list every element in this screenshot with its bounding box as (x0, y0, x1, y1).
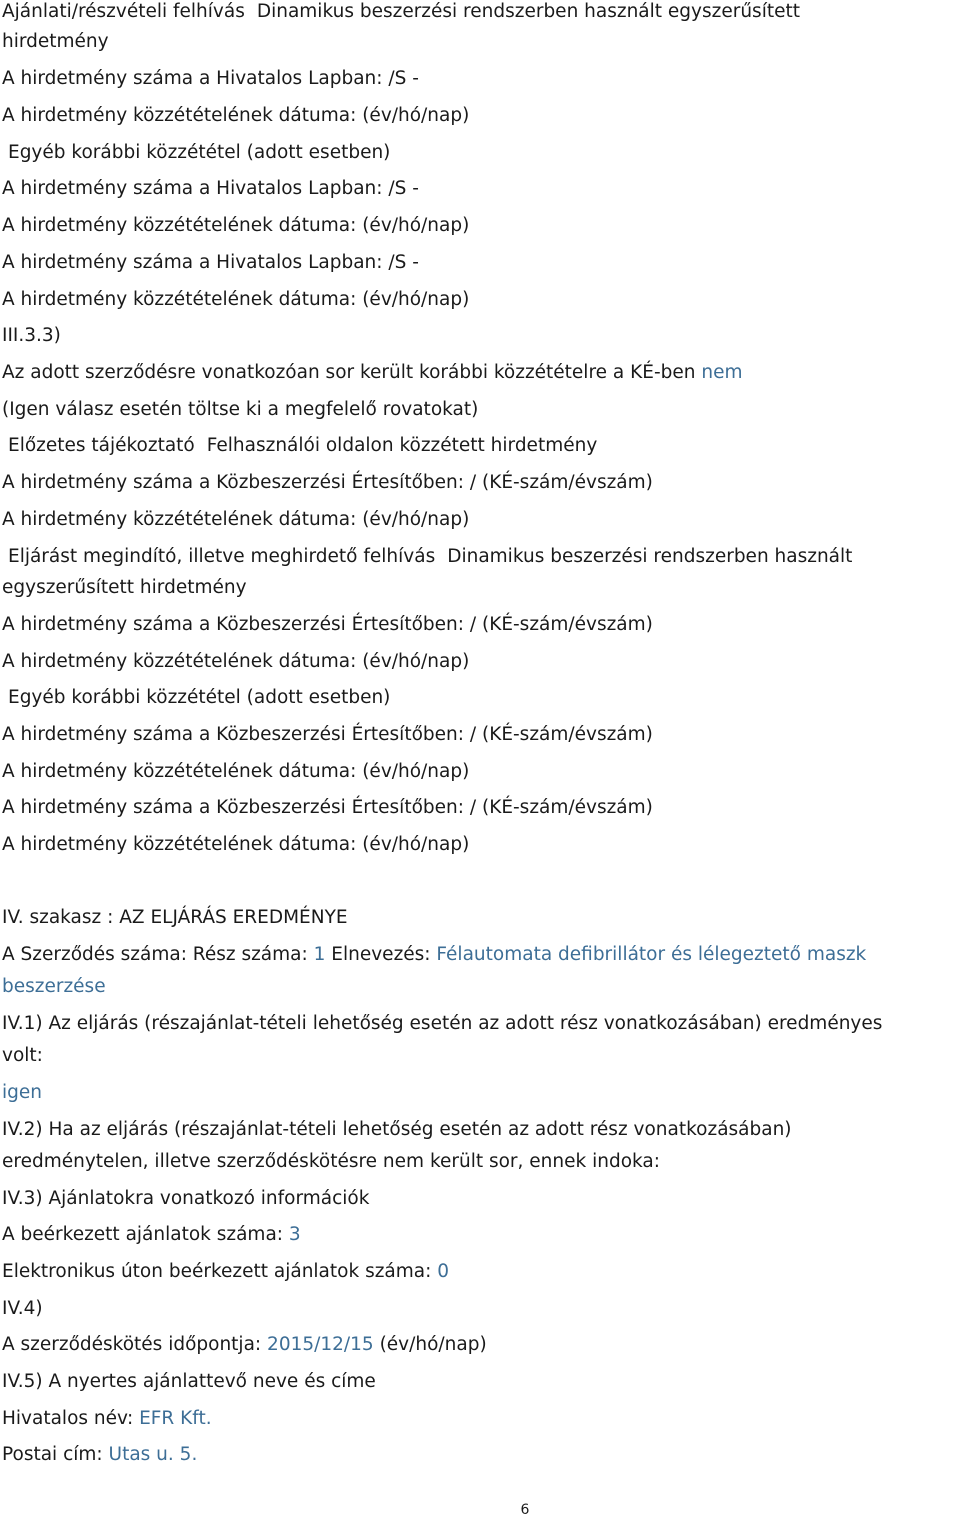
iv2-question: IV.2) Ha az eljárás (részajánlat-tételi lehetőség esetén az adott rész vonatkozásában) (2, 1119, 792, 1140)
launch-notice-label: Eljárást megindító, illetve meghirdető felhívás (8, 546, 436, 567)
postal-address-line (2, 1443, 197, 1467)
contract-date-line (2, 1333, 487, 1357)
prior-publication-label: Az adott szerződésre vonatkozóan sor került korábbi közzétételre a KÉ-ben (2, 362, 696, 383)
prior-publication-line (2, 361, 743, 385)
notice-type-line (2, 0, 800, 24)
iv2-question-line-2: eredménytelen, illetve szerződéskötésre nem került sor, ennek indoka: (2, 1151, 660, 1172)
iv5-heading: IV.5) A nyertes ajánlattevő neve és címe (2, 1371, 376, 1392)
dps-notice-label: Dinamikus beszerzési rendszerben használt egyszerűsített (256, 1, 800, 22)
prior-information-label: Előzetes tájékoztató (8, 435, 195, 456)
contract-name-value: Félautomata defibrillátor és lélegeztető maszk (436, 944, 867, 965)
postal-address-label: Postai cím: (2, 1444, 103, 1465)
official-name-value: EFR Kft. (139, 1408, 212, 1429)
notice-type-line-2: hirdetmény (2, 31, 109, 52)
publication-date-field: A hirdetmény közzétételének dátuma: (év/hó/nap) (2, 289, 470, 310)
iv3-heading: IV.3) Ajánlatokra vonatkozó információk (2, 1188, 370, 1209)
ke-number-field: A hirdetmény száma a Közbeszerzési Értesítőben: / (KÉ-szám/évszám) (2, 797, 653, 818)
publication-date-field: A hirdetmény közzétételének dátuma: (év/hó/nap) (2, 105, 470, 126)
publication-date-field: A hirdetmény közzétételének dátuma: (év/hó/nap) (2, 651, 470, 672)
other-prior-publication-label: Egyéb korábbi közzététel (adott esetben) (8, 142, 391, 163)
section-iii-3-3-heading: III.3.3) (2, 325, 61, 346)
contract-number-label: A Szerződés száma: Rész száma: (2, 944, 308, 965)
part-number-value: 1 (313, 944, 326, 965)
electronic-offers-label: Elektronikus úton beérkezett ajánlatok száma: (2, 1261, 432, 1282)
ke-number-field: A hirdetmény száma a Közbeszerzési Értesítőben: / (KÉ-szám/évszám) (2, 724, 653, 745)
iv1-answer: igen (2, 1082, 42, 1103)
call-for-tenders-label: Ajánlati/részvételi felhívás (2, 1, 245, 22)
offers-received-label: A beérkezett ajánlatok száma: (2, 1224, 284, 1245)
page-number: 6 (520, 1502, 530, 1518)
ojs-number-field: A hirdetmény száma a Hivatalos Lapban: /S - (2, 178, 419, 199)
iv1-question: IV.1) Az eljárás (részajánlat-tételi lehetőség esetén az adott rész vonatkozásában) eredményes (2, 1013, 883, 1034)
electronic-offers-value: 0 (437, 1261, 450, 1282)
publication-date-field: A hirdetmény közzétételének dátuma: (év/hó/nap) (2, 509, 470, 530)
offers-received-value: 3 (288, 1224, 301, 1245)
ojs-number-field: A hirdetmény száma a Hivatalos Lapban: /S - (2, 252, 419, 273)
electronic-offers-line (2, 1260, 449, 1284)
contract-date-unit: (év/hó/nap) (379, 1334, 487, 1355)
ke-number-field: A hirdetmény száma a Közbeszerzési Értesítőben: / (KÉ-szám/évszám) (2, 614, 653, 635)
ke-number-field: A hirdetmény száma a Közbeszerzési Értesítőben: / (KÉ-szám/évszám) (2, 472, 653, 493)
offers-received-line (2, 1223, 301, 1247)
other-prior-publication-label: Egyéb korábbi közzététel (adott esetben) (8, 687, 391, 708)
publication-date-field: A hirdetmény közzétételének dátuma: (év/hó/nap) (2, 761, 470, 782)
launch-notice-line-2: egyszerűsített hirdetmény (2, 577, 247, 598)
iv4-heading: IV.4) (2, 1298, 43, 1319)
dps-notice-label: Dinamikus beszerzési rendszerben használt (447, 546, 853, 567)
buyer-profile-label: Felhasználói oldalon közzétett hirdetmény (206, 435, 598, 456)
publication-date-field: A hirdetmény közzétételének dátuma: (év/hó/nap) (2, 834, 470, 855)
postal-address-value: Utas u. 5. (108, 1444, 198, 1465)
iv1-question-line-2: volt: (2, 1045, 43, 1066)
contract-date-label: A szerződéskötés időpontja: (2, 1334, 262, 1355)
ojs-number-field: A hirdetmény száma a Hivatalos Lapban: /S - (2, 68, 419, 89)
contract-name-label: Elnevezés: (331, 944, 431, 965)
if-yes-instruction: (Igen válasz esetén töltse ki a megfelelő rovatokat) (2, 399, 479, 420)
prior-information-line (8, 434, 597, 458)
publication-date-field: A hirdetmény közzétételének dátuma: (év/hó/nap) (2, 215, 470, 236)
section-iv-header: IV. szakasz : AZ ELJÁRÁS EREDMÉNYE (2, 907, 348, 928)
prior-publication-value: nem (701, 362, 743, 383)
official-name-label: Hivatalos név: (2, 1408, 134, 1429)
contract-date-value: 2015/12/15 (267, 1334, 374, 1355)
launch-notice-line (8, 545, 852, 569)
contract-name-value-line-2: beszerzése (2, 976, 106, 997)
contract-line (2, 943, 866, 967)
official-name-line (2, 1407, 212, 1431)
